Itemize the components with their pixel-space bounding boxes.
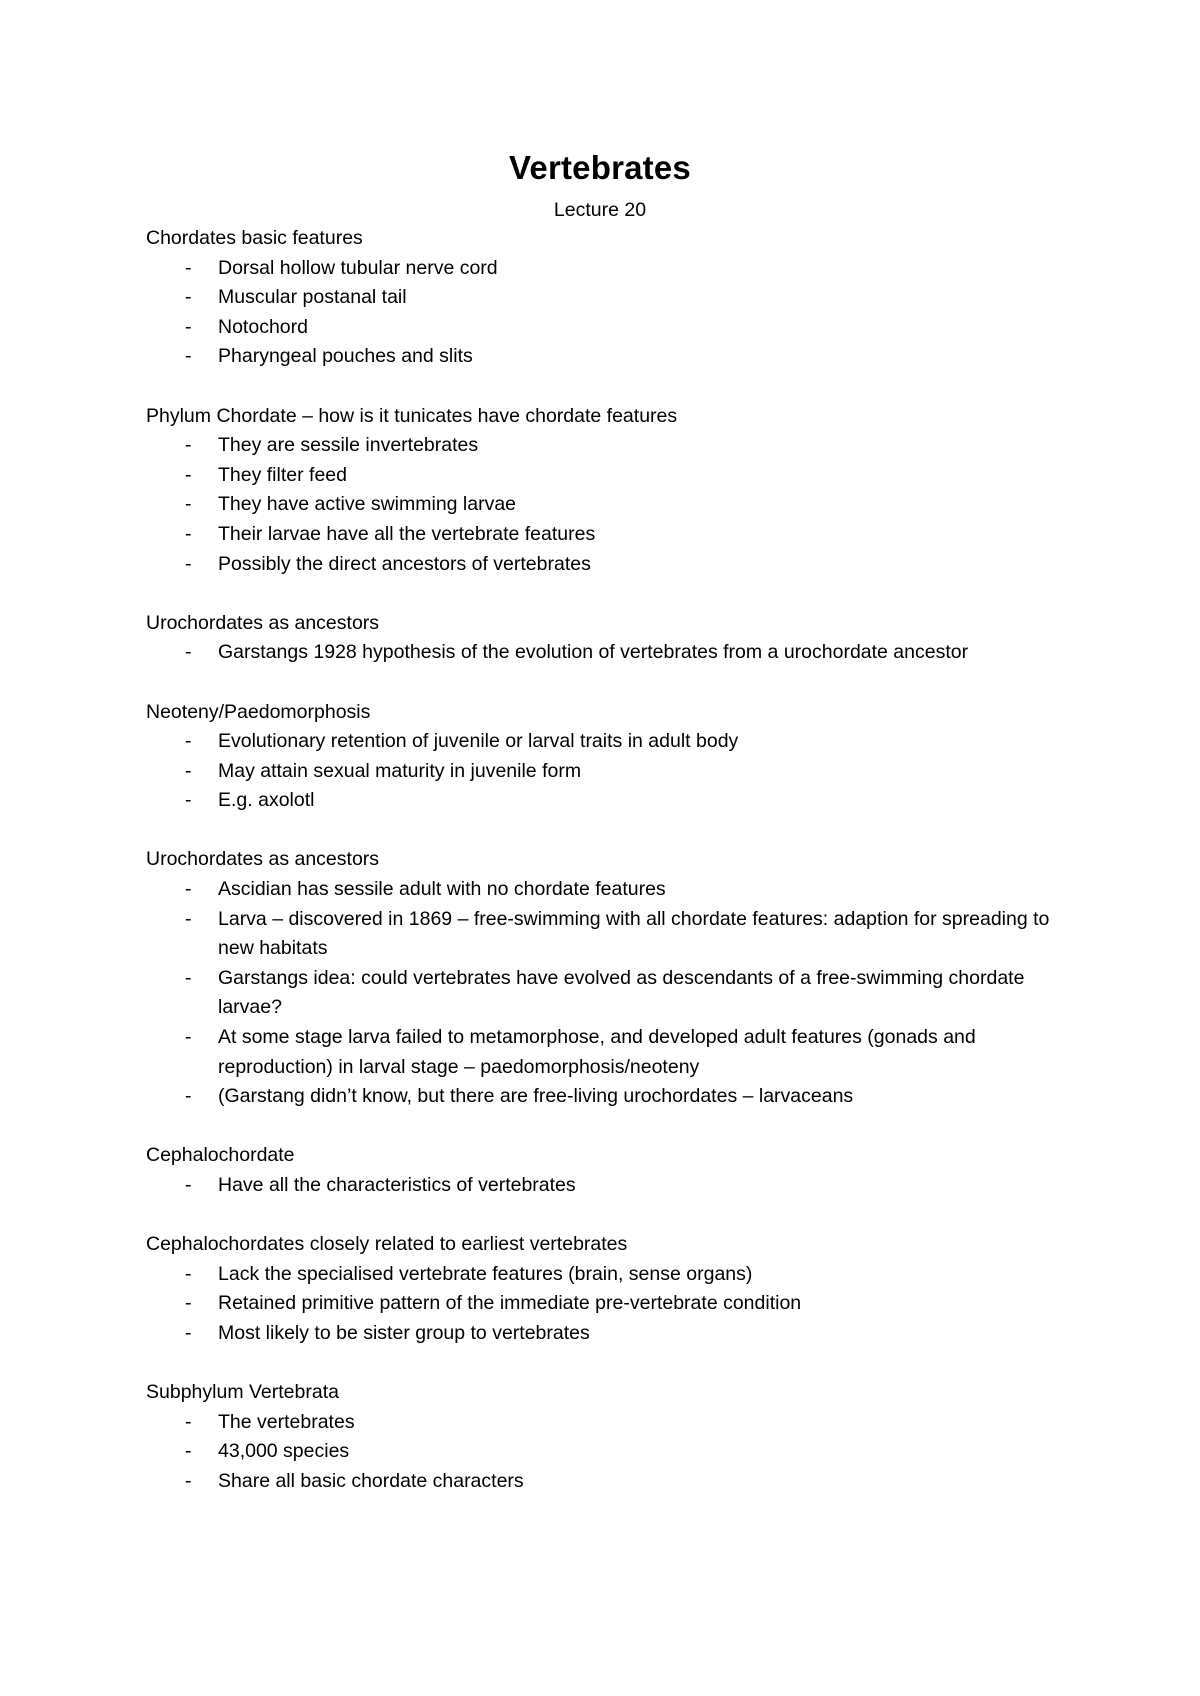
list-item (146, 1408, 1076, 1438)
list-item-text: Possibly the direct ancestors of vertebrates (218, 552, 591, 575)
list-item (146, 1467, 1076, 1497)
list-item-text: Have all the characteristics of vertebrates (218, 1174, 576, 1196)
bullet-dash: - (185, 315, 192, 338)
section (146, 698, 1076, 816)
section-heading: Urochordates as ancestors (146, 848, 380, 871)
bullet-dash: - (185, 1440, 192, 1463)
list-item-text: Evolutionary retention of juvenile or larval traits in adult body (218, 730, 739, 753)
list-item-text: Ascidian has sessile adult with no chordate features (218, 878, 666, 901)
list-item (146, 490, 1076, 520)
list-item-text: Muscular postanal tail (218, 286, 407, 309)
list-item (146, 905, 1076, 964)
bullet-dash: - (185, 286, 192, 309)
bullet-list (146, 431, 1076, 579)
list-item-text: Pharyngeal pouches and slits (218, 345, 473, 368)
list-item (146, 786, 1076, 816)
list-item-text: E.g. axolotl (218, 789, 315, 812)
list-item (146, 1082, 1076, 1112)
list-item-text: Larva – discovered in 1869 – free-swimming with all chordate features: adaption for spreading to new habitats (218, 907, 1050, 960)
list-item-text: May attain sexual maturity in juvenile form (218, 759, 582, 782)
bullet-dash: - (185, 1085, 192, 1108)
list-item-text: The vertebrates (218, 1410, 355, 1433)
bullet-list (146, 875, 1076, 1112)
bullet-dash: - (185, 730, 192, 753)
bullet-dash: - (185, 641, 192, 664)
bullet-dash: - (185, 878, 192, 901)
bullet-dash: - (185, 434, 192, 457)
section (146, 1141, 1076, 1200)
list-item (146, 520, 1076, 550)
list-item (146, 342, 1076, 372)
bullet-dash: - (185, 966, 192, 989)
list-item-text: Dorsal hollow tubular nerve cord (218, 256, 498, 279)
list-item (146, 757, 1076, 787)
list-item (146, 875, 1076, 905)
bullet-dash: - (185, 522, 192, 545)
bullet-dash: - (185, 1321, 192, 1344)
list-item (146, 638, 1076, 668)
bullet-list (146, 1171, 1076, 1201)
document-body (146, 224, 1076, 1526)
bullet-list (146, 254, 1076, 372)
bullet-dash: - (185, 463, 192, 486)
section-heading: Subphylum Vertebrata (146, 1381, 339, 1404)
list-item-text: 43,000 species (218, 1440, 350, 1463)
bullet-dash: - (185, 493, 192, 516)
bullet-list (146, 1408, 1076, 1497)
list-item-text: Most likely to be sister group to vertebrates (218, 1321, 590, 1344)
list-item (146, 1260, 1076, 1290)
bullet-dash: - (185, 907, 192, 930)
bullet-dash: - (185, 1262, 192, 1285)
list-item (146, 1437, 1076, 1467)
list-item (146, 283, 1076, 313)
section-heading: Chordates basic features (146, 227, 363, 249)
list-item-text: They have active swimming larvae (218, 493, 517, 516)
section (146, 1378, 1076, 1496)
section-heading: Cephalochordates closely related to earliest vertebrates (146, 1233, 628, 1256)
bullet-list (146, 638, 1076, 668)
page-subtitle: Lecture 20 (553, 199, 647, 221)
bullet-dash: - (185, 759, 192, 782)
bullet-dash: - (185, 552, 192, 575)
list-item (146, 964, 1076, 1023)
list-item-text: They are sessile invertebrates (218, 434, 479, 457)
list-item (146, 1319, 1076, 1349)
bullet-dash: - (185, 789, 192, 812)
bullet-dash: - (185, 1469, 192, 1492)
bullet-dash: - (185, 256, 192, 279)
section (146, 845, 1076, 1111)
section-heading: Cephalochordate (146, 1144, 295, 1167)
section (146, 1230, 1076, 1348)
list-item-text: (Garstang didn’t know, but there are free-living urochordates – larvaceans (218, 1085, 854, 1108)
list-item-text: Notochord (218, 315, 308, 338)
list-item (146, 461, 1076, 491)
bullet-list (146, 1260, 1076, 1349)
list-item (146, 254, 1076, 284)
bullet-dash: - (185, 1410, 192, 1433)
page-title: Vertebrates (509, 149, 691, 186)
list-item-text: Their larvae have all the vertebrate features (218, 522, 596, 545)
section-heading: Phylum Chordate – how is it tunicates have chordate features (146, 404, 678, 427)
list-item-text: They filter feed (218, 463, 347, 486)
list-item (146, 1289, 1076, 1319)
section (146, 402, 1076, 580)
section-heading: Neoteny/Paedomorphosis (146, 700, 371, 723)
section-heading: Urochordates as ancestors (146, 611, 380, 634)
list-item (146, 431, 1076, 461)
bullet-dash: - (185, 1026, 192, 1049)
list-item-text: Share all basic chordate characters (218, 1469, 524, 1492)
list-item (146, 1171, 1076, 1201)
list-item-text: Garstangs 1928 hypothesis of the evolution of vertebrates from a urochordate ancestor (218, 641, 969, 664)
list-item (146, 727, 1076, 757)
list-item (146, 313, 1076, 343)
bullet-dash: - (185, 1292, 192, 1315)
list-item (146, 550, 1076, 580)
list-item-text: Lack the specialised vertebrate features (brain, sense organs) (218, 1262, 753, 1285)
bullet-dash: - (185, 345, 192, 368)
bullet-list (146, 727, 1076, 816)
list-item (146, 1023, 1076, 1082)
list-item-text: Garstangs idea: could vertebrates have evolved as descendants of a free-swimming chordate larvae? (218, 966, 1025, 1019)
bullet-dash: - (185, 1174, 192, 1196)
section (146, 224, 1076, 372)
section (146, 609, 1076, 668)
list-item-text: Retained primitive pattern of the immediate pre-vertebrate condition (218, 1292, 802, 1315)
list-item-text: At some stage larva failed to metamorphose, and developed adult features (gonads and reproduction) in larval stage – paedomorphosis/neoteny (218, 1026, 976, 1078)
